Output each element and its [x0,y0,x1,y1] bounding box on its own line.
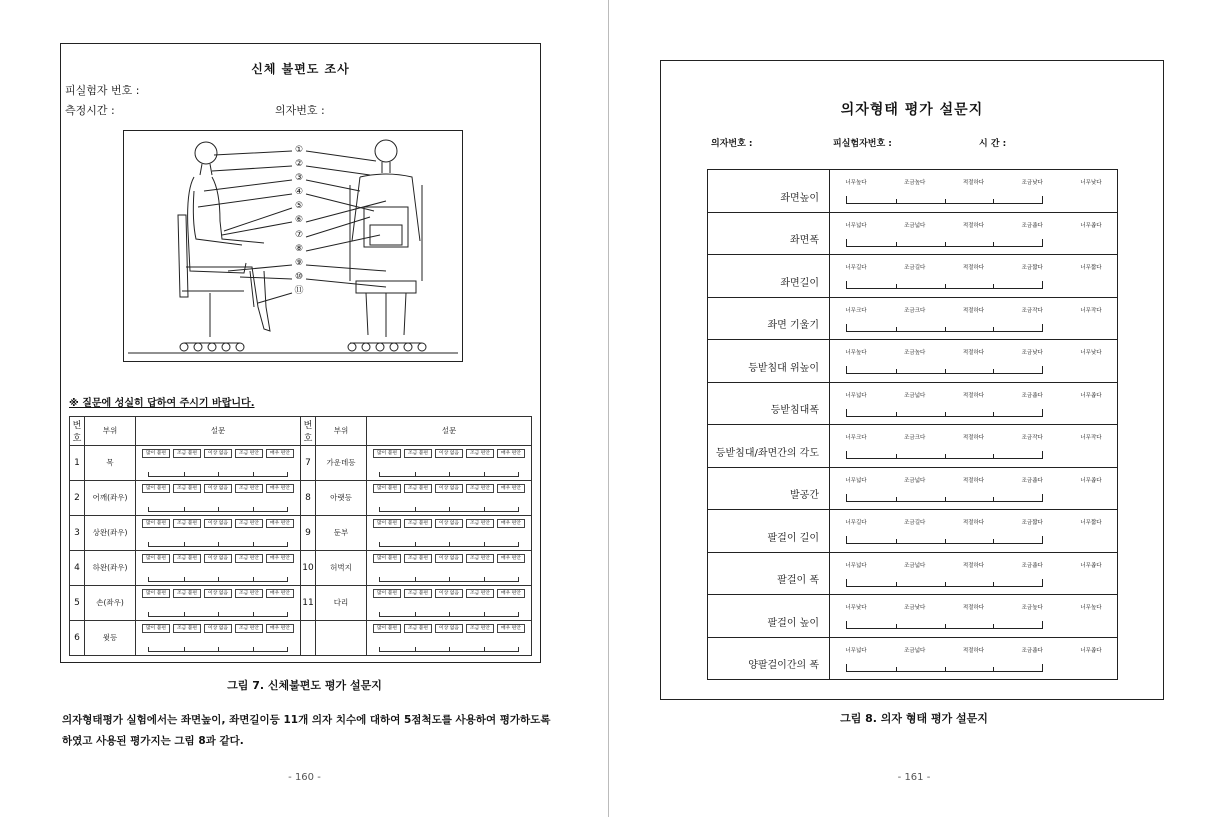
question-item-label: 등받침대/좌면간의 각도 [708,425,830,467]
scale-line [379,472,519,477]
rating-scale[interactable] [367,515,532,550]
question-item-label: 좌면높이 [708,170,830,212]
rating-scale[interactable] [830,553,1117,595]
scale-line [379,542,519,547]
scale-line [846,579,1043,587]
row-number: 4 [70,550,85,585]
scale-option: 적절하다 [962,605,985,611]
scale-option: 너무높다 [1080,605,1102,611]
rating-scale[interactable] [830,255,1117,297]
scale-line [148,507,288,512]
scale-option: 조금짧다 [1021,520,1043,526]
question-row [708,340,1117,383]
scale-option: 조금넓다 [904,392,926,399]
question-row [708,170,1117,213]
scale-option: 매우 편안 [266,449,294,458]
body-paragraph: 의자형태평가 실험에서는 좌면높이, 좌면길이등 11개 의자 치수에 대하여 5점척도를 사용하여 평가하도록 하였고 사용된 평가지는 그림 8과 같다. [62,714,551,747]
scale-line [846,196,1043,204]
scale-line [846,281,1043,289]
row-number: 7 [301,445,316,480]
scale-option: 조금 편안 [235,519,263,528]
question-row [708,553,1117,596]
scale-option: 조금 편안 [235,554,263,563]
header-question: 설문 [136,417,301,446]
chair-form-table [707,169,1118,680]
rating-scale[interactable] [136,480,301,515]
row-body-part: 아랫등 [316,480,367,515]
scale-option: 적절하다 [962,435,985,441]
question-row [708,298,1117,341]
rating-scale[interactable] [136,620,301,655]
scale-option: 많이 불편 [142,554,170,563]
scale-option: 조금넓다 [904,647,926,654]
scale-option: 매우 편안 [497,554,525,563]
question-item-label: 팔걸이 폭 [708,553,830,595]
figure-8-chair-form-survey [660,60,1164,700]
row-number: 3 [70,515,85,550]
scale-option: 매우 편안 [266,484,294,493]
question-row [708,383,1117,426]
scale-option: 너무낮다 [1080,350,1102,356]
scale-option: 이상 없음 [435,554,463,563]
callout-8: ⑧ [294,243,304,254]
row-number [301,620,316,655]
scale-option: 조금 편안 [466,449,494,458]
rating-scale[interactable] [830,213,1117,255]
question-row [708,468,1117,511]
rating-scale[interactable] [830,468,1117,510]
scale-option: 조금좁다 [1021,392,1043,399]
discomfort-table [69,416,532,656]
scale-option: 이상 없음 [435,624,463,633]
row-number: 5 [70,585,85,620]
scale-option: 너무길다 [845,520,867,526]
scale-option: 매우 편안 [497,624,525,633]
scale-line [846,239,1043,247]
scale-option: 너무길다 [845,265,867,271]
scale-option: 매우 편안 [497,589,525,598]
scale-option: 너무넓다 [845,222,867,229]
scale-option: 이상 없음 [435,484,463,493]
callout-3: ③ [294,173,304,184]
scale-option: 너무좁다 [1080,647,1102,654]
row-body-part: 목 [85,445,136,480]
scale-option: 이상 없음 [435,589,463,598]
scale-line [846,451,1043,459]
scale-option: 너무작다 [1080,435,1102,441]
rating-scale[interactable] [136,515,301,550]
callout-2: ② [294,159,304,170]
scale-option: 너무넓다 [845,477,867,484]
question-row [708,510,1117,553]
scale-option: 조금 불편 [173,554,201,563]
scale-option: 이상 없음 [204,624,232,633]
scale-option: 적절하다 [962,222,985,229]
scale-option: 매우 편안 [497,484,525,493]
figure-7-title: 신체 불편도 조사 [251,62,350,76]
table-row [70,550,532,585]
scale-option: 이상 없음 [204,519,232,528]
row-body-part: 가운데등 [316,445,367,480]
rating-scale[interactable] [367,585,532,620]
scale-line [148,577,288,582]
scale-option: 이상 없음 [204,589,232,598]
scale-option: 조금 불편 [173,589,201,598]
scale-option: 이상 없음 [204,554,232,563]
question-item-label: 발공간 [708,468,830,510]
scale-option: 조금 불편 [404,589,432,598]
scale-option: 조금 편안 [466,554,494,563]
callout-10: ⑩ [294,271,304,282]
row-body-part: 하완(좌우) [85,550,136,585]
row-number: 11 [301,585,316,620]
scale-option: 많이 불편 [142,519,170,528]
scale-line [846,664,1043,672]
scale-option: 매우 편안 [266,554,294,563]
row-body-part: 상완(좌우) [85,515,136,550]
scale-option: 매우 편안 [497,519,525,528]
subject-number-label: 피실험자번호 : [833,139,892,149]
rating-scale[interactable] [830,340,1117,382]
page-number: - 160 - [288,772,321,783]
scale-option: 조금 편안 [235,449,263,458]
scale-option: 조금낮다 [1021,350,1043,356]
scale-option: 너무크다 [845,307,867,314]
scale-option: 적절하다 [962,477,985,484]
header-part: 부위 [85,417,136,446]
scale-option: 조금 편안 [466,484,494,493]
rating-scale[interactable] [367,620,532,655]
rating-scale[interactable] [136,550,301,585]
rating-scale[interactable] [830,638,1117,680]
callout-11: ⑪ [294,285,304,296]
scale-option: 너무높다 [845,180,867,186]
chair-number-label: 의자번호 : [711,139,753,149]
scale-option: 적절하다 [962,350,985,356]
table-row [70,480,532,515]
scale-option: 조금높다 [904,350,926,356]
callout-1: ① [294,145,304,155]
scale-option: 너무작다 [1080,307,1102,314]
scale-option: 조금 편안 [466,589,494,598]
scale-option: 조금길다 [904,265,926,271]
row-number: 2 [70,480,85,515]
question-row [708,213,1117,256]
scale-option: 너무짧다 [1080,520,1102,526]
scale-option: 매우 편안 [266,624,294,633]
scale-option: 조금 편안 [466,624,494,633]
row-body-part [316,620,367,655]
scale-option: 많이 불편 [142,449,170,458]
scale-option: 많이 불편 [142,589,170,598]
rating-scale[interactable] [367,445,532,480]
row-body-part: 둔부 [316,515,367,550]
scale-line [379,612,519,617]
question-row [708,425,1117,468]
figure-8-caption: 그림 8. 의자 형태 평가 설문지 [840,712,988,725]
scale-option: 많이 불편 [373,484,401,493]
scale-line [846,324,1043,332]
question-item-label: 좌면폭 [708,213,830,255]
scale-line [846,409,1043,417]
question-item-label: 좌면 기울기 [708,298,830,340]
body-parts-illustration [123,130,463,362]
scale-option: 이상 없음 [204,449,232,458]
scale-option: 조금 불편 [404,554,432,563]
scale-option: 매우 편안 [497,449,525,458]
scale-option: 매우 편안 [266,519,294,528]
scale-line [846,536,1043,544]
scale-option: 너무높다 [845,350,867,356]
rating-scale[interactable] [136,445,301,480]
scale-option: 조금높다 [904,180,926,186]
scale-option: 이상 없음 [435,449,463,458]
scale-option: 조금크다 [904,435,926,441]
right-page [610,0,1218,817]
figure-8-title: 의자형태 평가 설문지 [840,102,984,118]
time-label: 시 간 : [979,139,1007,149]
scale-option: 많이 불편 [373,589,401,598]
scale-option: 적절하다 [962,307,985,314]
scale-option: 조금 불편 [404,449,432,458]
row-number: 1 [70,445,85,480]
callout-4: ④ [294,187,304,198]
scale-option: 너무넓다 [845,392,867,399]
rating-scale[interactable] [830,170,1117,212]
scale-option: 조금 불편 [173,449,201,458]
scale-option: 적절하다 [962,562,985,569]
rating-scale[interactable] [367,480,532,515]
table-row [70,585,532,620]
row-body-part: 어깨(좌우) [85,480,136,515]
row-number: 8 [301,480,316,515]
scale-option: 너무좁다 [1080,392,1102,399]
header-number: 번호 [70,417,85,446]
scale-line [148,472,288,477]
row-number: 6 [70,620,85,655]
row-body-part: 손(좌우) [85,585,136,620]
rating-scale[interactable] [367,550,532,585]
callout-7: ⑦ [294,229,304,240]
row-number: 9 [301,515,316,550]
header-question: 설문 [367,417,532,446]
scale-option: 너무좁다 [1080,477,1102,484]
scale-option: 적절하다 [962,520,985,526]
scale-option: 많이 불편 [373,519,401,528]
scale-option: 조금 불편 [173,484,201,493]
table-row [70,445,532,480]
scale-option: 조금짧다 [1021,265,1043,271]
scale-option: 조금크다 [904,307,926,314]
page-divider [608,0,609,817]
scale-option: 적절하다 [962,265,985,271]
scale-option: 조금넓다 [904,562,926,569]
scale-option: 조금좁다 [1021,222,1043,229]
question-row [708,255,1117,298]
header-number: 번호 [301,417,316,446]
page-number: - 161 - [897,772,931,783]
question-item-label: 등받침대폭 [708,383,830,425]
scale-option: 적절하다 [962,647,985,654]
scale-line [148,647,288,652]
rating-scale[interactable] [830,510,1117,552]
scale-option: 너무넓다 [845,647,867,654]
scale-option: 너무낮다 [1080,180,1102,186]
question-item-label: 팔걸이 길이 [708,510,830,552]
question-row [708,595,1117,638]
scale-line [846,621,1043,629]
scale-option: 조금넓다 [904,222,926,229]
callout-5: ⑤ [294,201,304,212]
row-body-part: 다리 [316,585,367,620]
question-item-label: 양팔걸이간의 폭 [708,638,830,680]
scale-option: 많이 불편 [142,484,170,493]
row-body-part: 허벅지 [316,550,367,585]
table-row [70,515,532,550]
scale-option: 조금길다 [904,520,926,526]
scale-option: 조금작다 [1021,307,1043,314]
scale-option: 조금 불편 [404,484,432,493]
rating-scale[interactable] [830,425,1117,467]
scale-option: 조금 불편 [404,624,432,633]
scale-option: 많이 불편 [373,554,401,563]
scale-option: 조금 불편 [404,519,432,528]
scale-option: 조금넓다 [904,477,926,484]
callout-9: ⑨ [294,257,304,268]
rating-scale[interactable] [830,383,1117,425]
callout-6: ⑥ [294,215,304,226]
scale-line [846,366,1043,374]
rating-scale[interactable] [136,585,301,620]
header-part: 부위 [316,417,367,446]
row-body-part: 윗등 [85,620,136,655]
scale-option: 조금 편안 [235,484,263,493]
scale-option: 많이 불편 [142,624,170,633]
scale-line [379,507,519,512]
scale-option: 조금좁다 [1021,477,1043,484]
scale-option: 이상 없음 [435,519,463,528]
scale-option: 많이 불편 [373,624,401,633]
scale-line [148,542,288,547]
question-item-label: 좌면길이 [708,255,830,297]
notice-text: ※ 질문에 성실히 답하여 주시기 바랍니다. [69,398,255,409]
scale-line [379,647,519,652]
scale-option: 너무크다 [845,435,867,441]
rating-scale[interactable] [830,298,1117,340]
scale-line [379,577,519,582]
subject-number-label: 피실험자 번호 : [65,84,140,97]
question-item-label: 팔걸이 높이 [708,595,830,637]
figure-7-body-discomfort-survey [60,43,541,663]
scale-option: 많이 불편 [373,449,401,458]
chair-number-label: 의자번호 : [275,104,325,117]
scale-option: 조금 불편 [173,624,201,633]
scale-option: 조금 편안 [235,589,263,598]
table-header-row [70,417,532,446]
question-item-label: 등받침대 위높이 [708,340,830,382]
scale-option: 조금좁다 [1021,647,1043,654]
measurement-time-label: 측정시간 : [65,104,115,117]
row-number: 10 [301,550,316,585]
scale-option: 너무좁다 [1080,222,1102,229]
scale-option: 적절하다 [962,180,985,186]
figure-7-caption: 그림 7. 신체불편도 평가 설문지 [227,679,382,692]
scale-option: 너무짧다 [1080,265,1102,271]
table-row [70,620,532,655]
scale-option: 매우 편안 [266,589,294,598]
rating-scale[interactable] [830,595,1117,637]
scale-option: 조금낮다 [1021,180,1043,186]
scale-option: 조금 편안 [235,624,263,633]
scale-line [148,612,288,617]
scale-option: 조금 불편 [173,519,201,528]
scale-option: 조금좁다 [1021,562,1043,569]
scale-option: 조금 편안 [466,519,494,528]
scale-option: 조금높다 [1021,605,1043,611]
scale-line [846,494,1043,502]
scale-option: 너무좁다 [1080,562,1102,569]
scale-option: 이상 없음 [204,484,232,493]
scale-option: 너무낮다 [845,605,867,611]
scale-option: 적절하다 [962,392,985,399]
scale-option: 조금낮다 [904,605,926,611]
scale-option: 조금작다 [1021,435,1043,441]
scale-option: 너무넓다 [845,562,867,569]
question-row [708,638,1117,681]
callout-numbers [291,143,307,298]
